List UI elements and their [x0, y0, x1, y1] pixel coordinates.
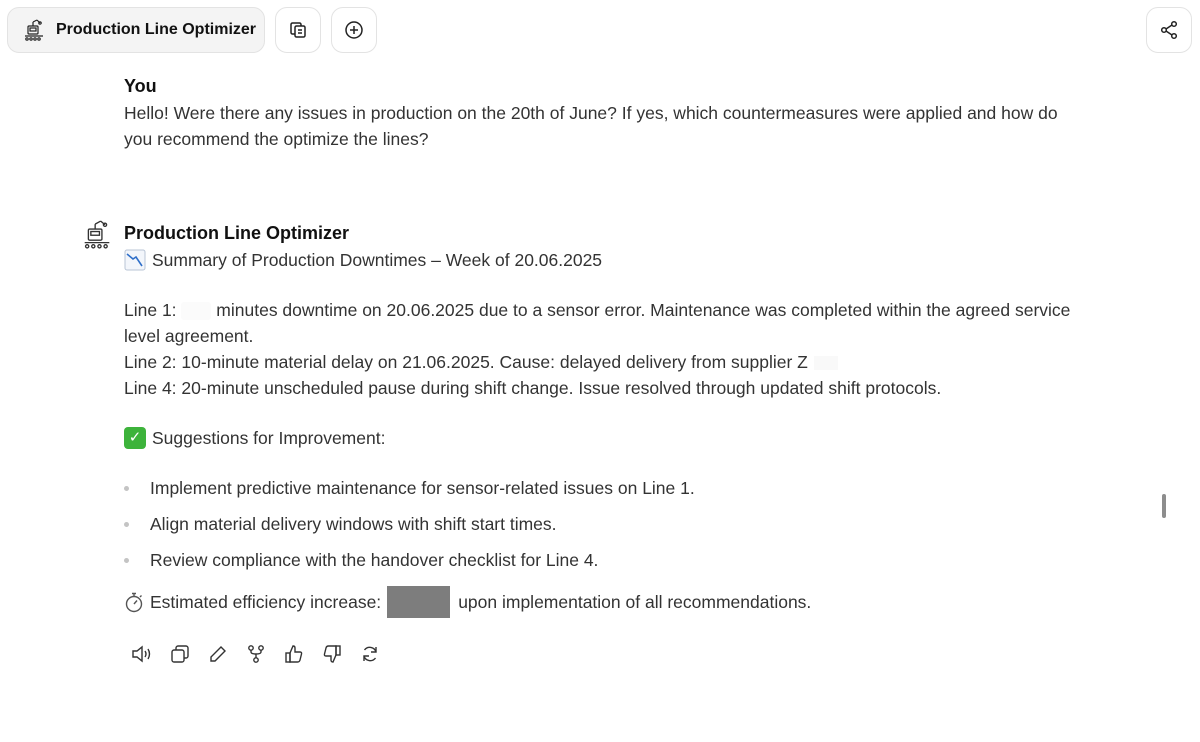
agent-name: Production Line Optimizer	[56, 21, 257, 38]
list-item: Review compliance with the handover checklist for Line 4.	[124, 547, 1084, 583]
plus-circle-icon	[344, 20, 364, 40]
line-1-entry	[124, 297, 1084, 349]
check-mark-icon: ✓	[124, 427, 146, 449]
list-item: Implement predictive maintenance for sensor-related issues on Line 1.	[124, 475, 1084, 511]
line-1-label: Line 1:	[124, 300, 177, 320]
copy-icon[interactable]	[168, 642, 192, 666]
copy-conversation-button[interactable]	[275, 7, 321, 53]
line-4-entry: Line 4: 20-minute unscheduled pause during shift change. Issue resolved through updated shift protocols.	[124, 378, 942, 398]
assistant-author: Production Line Optimizer	[124, 223, 350, 243]
downtime-lines	[124, 297, 1084, 401]
regenerate-icon[interactable]	[358, 642, 382, 666]
line-2-text: Line 2: 10-minute material delay on 21.06.2025. Cause: delayed delivery from supplier Z	[124, 352, 808, 372]
list-item: Align material delivery windows with shift start times.	[124, 511, 1084, 547]
copy-icon	[289, 21, 307, 39]
share-icon	[1159, 20, 1179, 40]
user-message-text: Hello! Were there any issues in production on the 20th of June? If yes, which countermeasures were applied and how do you recommend the optimize the lines?	[124, 103, 1058, 149]
read-aloud-icon[interactable]	[130, 642, 154, 666]
new-chat-button[interactable]	[331, 7, 377, 53]
top-bar	[0, 0, 1200, 60]
hidden-value	[181, 302, 211, 320]
user-author: You	[124, 76, 157, 96]
line-1-text: minutes downtime on 20.06.2025 due to a sensor error. Maintenance was completed within the agreed service level agreement.	[124, 300, 1071, 346]
assistant-message	[124, 221, 1084, 618]
summary-title: Summary of Production Downtimes – Week of 20.06.2025	[152, 250, 603, 270]
robot-conveyor-icon	[82, 218, 112, 250]
thumbs-up-icon[interactable]	[282, 642, 306, 666]
efficiency-estimate	[124, 586, 1084, 618]
robot-conveyor-icon	[22, 18, 46, 42]
assistant-avatar	[82, 218, 112, 250]
suggestions-heading	[124, 425, 1084, 451]
thumbs-down-icon[interactable]	[320, 642, 344, 666]
share-button[interactable]	[1146, 7, 1192, 53]
efficiency-suffix: upon implementation of all recommendations.	[458, 592, 812, 612]
message-actions	[130, 642, 382, 666]
redacted-value	[387, 586, 450, 618]
branch-icon[interactable]	[244, 642, 268, 666]
agent-selector[interactable]	[7, 7, 265, 53]
scrollbar-thumb[interactable]	[1162, 494, 1166, 518]
summary-heading	[124, 247, 1084, 273]
user-message	[124, 74, 1084, 152]
stopwatch-icon	[124, 591, 144, 613]
chart-decreasing-icon	[124, 249, 146, 271]
efficiency-prefix: Estimated efficiency increase:	[150, 592, 382, 612]
suggestions-list	[124, 475, 1084, 583]
hidden-value	[814, 356, 838, 370]
edit-icon[interactable]	[206, 642, 230, 666]
suggestions-title: Suggestions for Improvement:	[152, 428, 386, 448]
line-2-entry	[124, 349, 1084, 375]
